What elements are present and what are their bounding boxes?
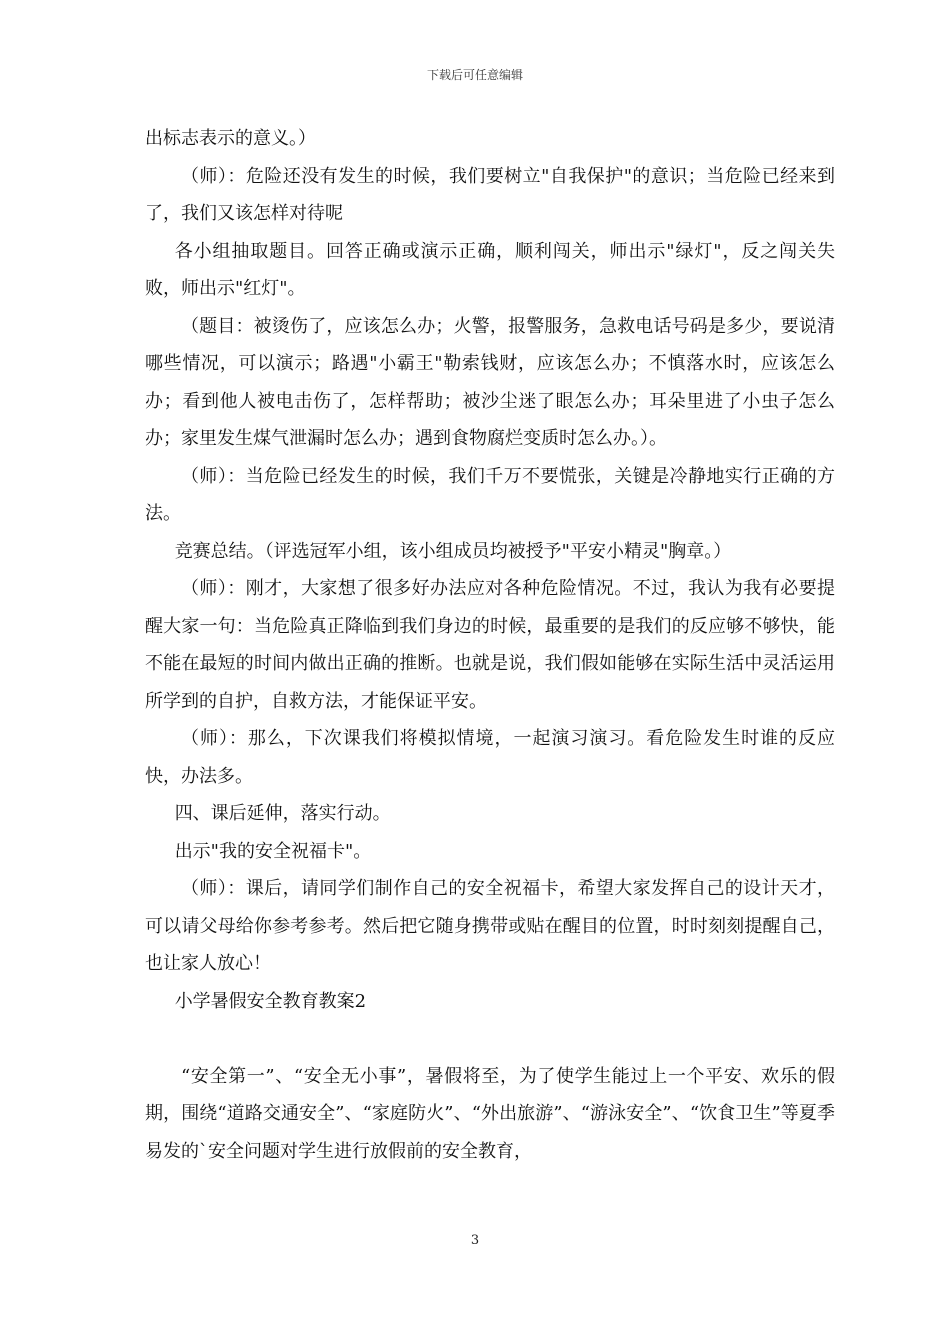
- page-header: 下载后可任意编辑: [426, 68, 523, 82]
- paragraph: （师）：课后，请同学们制作自己的安全祝福卡，希望大家发挥自己的设计天才，可以请父母给你参考参考。然后把它随身携带或贴在醒目的位置，时时刻刻提醒自己，也让家人放心！: [145, 878, 835, 974]
- paragraph: 出标志表示的意义。）: [145, 128, 316, 149]
- paragraph: 各小组抽取题目。回答正确或演示正确，顺利闯关，师出示"绿灯"，反之闯关失败，师出示"红灯"。: [145, 240, 835, 299]
- page-number: 3: [470, 1233, 480, 1248]
- document-body: [145, 120, 835, 1170]
- article-title: 小学暑假安全教育教案2: [174, 990, 367, 1012]
- paragraph: （师）：那么，下次课我们将模拟情境，一起演习演习。看危险发生时谁的反应快，办法多。: [145, 728, 835, 787]
- section-heading: 四、课后延伸，落实行动。: [174, 803, 391, 824]
- paragraph: （师）：当危险已经发生的时候，我们千万不要慌张，关键是冷静地实行正确的方法。: [145, 465, 835, 524]
- paragraph: （题目：被烫伤了，应该怎么办；火警，报警服务，急救电话号码是多少，要说清哪些情况，可以演示；路遇"小霸王"勒索钱财，应该怎么办；不慎落水时，应该怎么办；看到他人被电击伤了，怎样帮助；被沙尘迷了眼怎么办；耳朵里进了小虫子怎么办；家里发生煤气泄漏时怎么办；遇到食物腐烂变质时怎么办。）。: [145, 315, 835, 449]
- paragraph: 竞赛总结。（评选冠军小组，该小组成员均被授予"平安小精灵"胸章。）: [174, 540, 732, 562]
- paragraph: “安全第一”、“安全无小事”，暑假将至，为了使学生能过上一个平安、欢乐的假期，围绕“道路交通安全”、“家庭防火”、“外出旅游”、“游泳安全”、“饮食卫生”等夏季易发的`安全问题对学生进行放假前的安全教育，: [145, 1065, 835, 1162]
- paragraph: 出示"我的安全祝福卡"。: [174, 840, 372, 862]
- paragraph: （师）：刚才，大家想了很多好办法应对各种危险情况。不过，我认为我有必要提醒大家一句：当危险真正降临到我们身边的时候，最重要的是我们的反应够不够快，能不能在最短的时间内做出正确的推断。也就是说，我们假如能够在实际生活中灵活运用所学到的自护，自救方法，才能保证平安。: [145, 578, 835, 712]
- paragraph: （师）：危险还没有发生的时候，我们要树立"自我保护"的意识；当危险已经来到了，我们又该怎样对待呢: [145, 165, 835, 224]
